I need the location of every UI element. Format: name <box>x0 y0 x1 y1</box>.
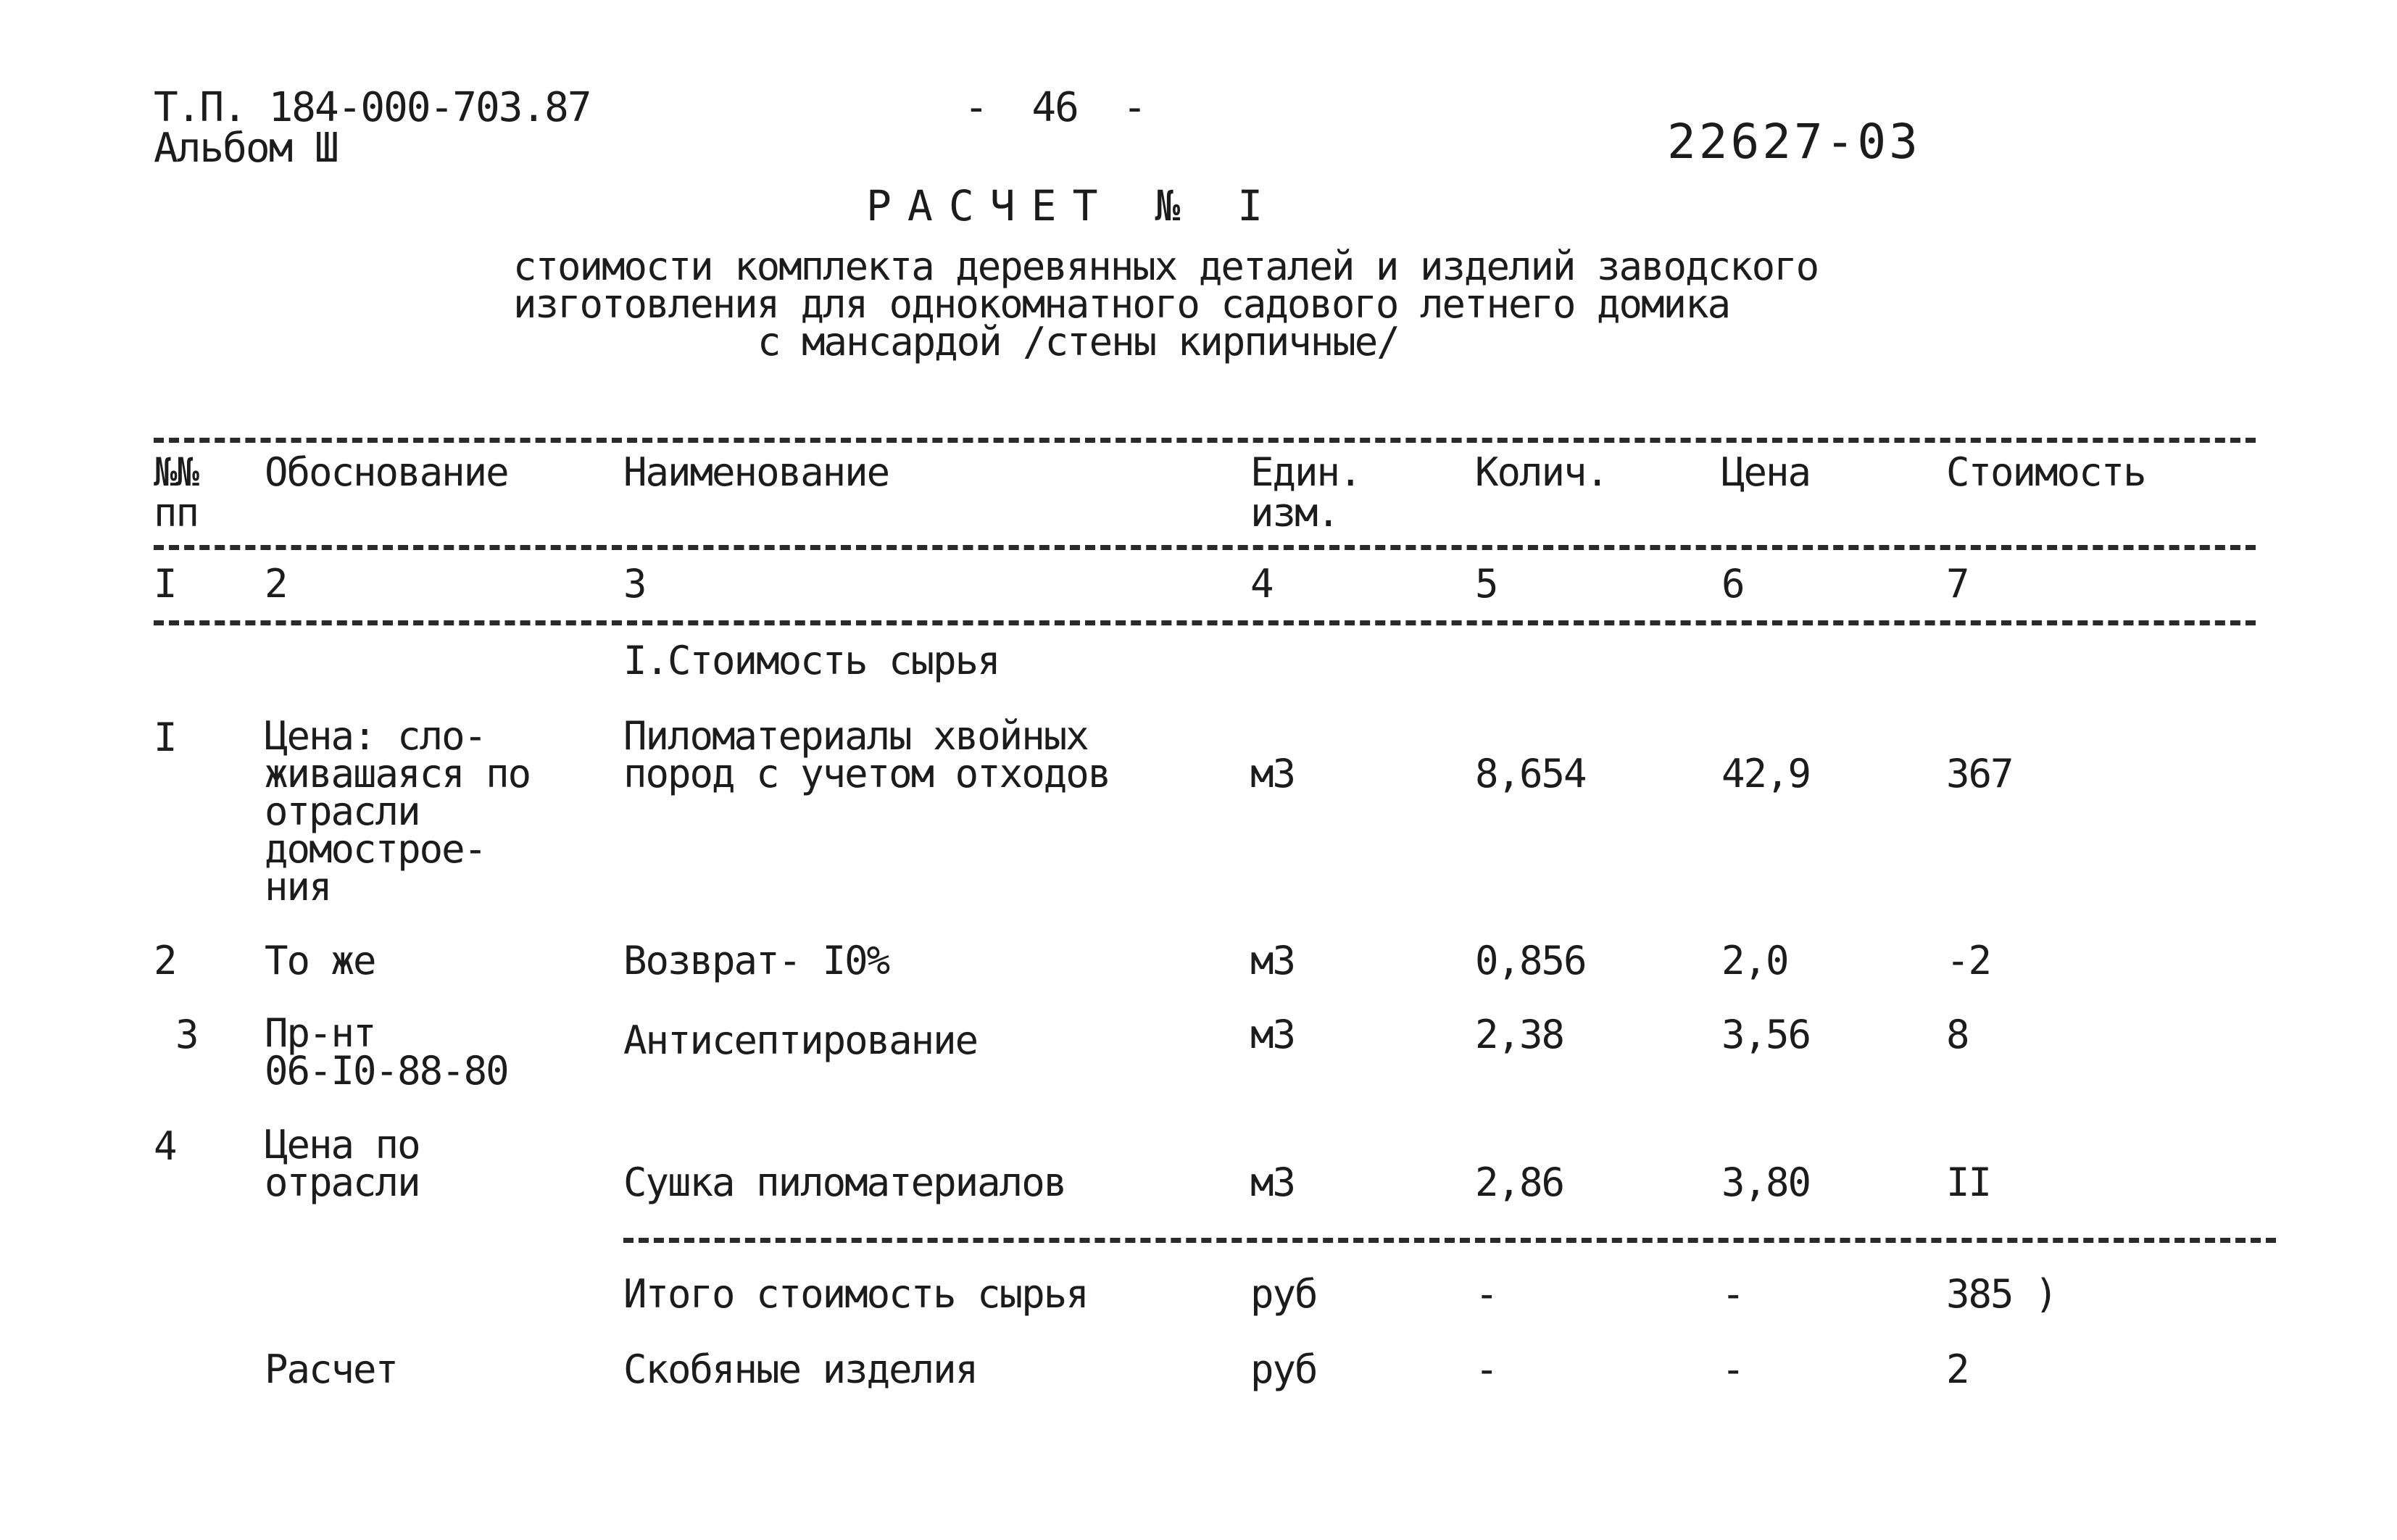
colnum-2: 2 <box>265 561 287 607</box>
document-title: РАСЧЕТ № I <box>866 181 1279 230</box>
colnum-5: 5 <box>1475 561 1497 607</box>
header-bottom-rule <box>154 545 2256 550</box>
extra-qty: - <box>1475 1347 1497 1392</box>
header-cost: Стоимость <box>1946 449 2145 495</box>
row-4-basis: Цена по отрасли <box>265 1122 420 1205</box>
row-1-basis: Цена: сло- живашаяся по отрасли домострое- ния <box>265 713 531 910</box>
extra-name: Скобяные изделия <box>623 1347 978 1392</box>
extra-cost: 2 <box>1946 1347 1969 1392</box>
row-1-num: I <box>154 715 176 760</box>
row-4-qty: 2,86 <box>1475 1160 1564 1205</box>
extra-price: - <box>1721 1347 1744 1392</box>
row-1-qty: 8,654 <box>1475 751 1586 796</box>
header-price: Цена <box>1721 449 1811 495</box>
row-4-unit: м3 <box>1250 1160 1295 1205</box>
total-cost: 385 ) <box>1946 1271 2057 1317</box>
subtotal-rule <box>623 1238 2276 1243</box>
total-unit: руб <box>1250 1271 1317 1317</box>
row-4-num: 4 <box>154 1123 176 1169</box>
row-2-qty: 0,856 <box>1475 938 1586 983</box>
header-unit: Един. изм. <box>1250 449 1361 536</box>
row-3-qty: 2,38 <box>1475 1012 1564 1057</box>
extra-unit: руб <box>1250 1347 1317 1392</box>
row-3-name: Антисептирование <box>623 1017 978 1063</box>
row-1-price: 42,9 <box>1721 751 1811 796</box>
row-4-cost: II <box>1946 1160 1991 1205</box>
row-3-num: 3 <box>175 1012 198 1057</box>
header-name: Наименование <box>623 449 889 495</box>
table-top-rule <box>154 438 2256 443</box>
colnum-7: 7 <box>1946 561 1969 607</box>
header-qty: Колич. <box>1475 449 1608 495</box>
total-qty: - <box>1475 1271 1497 1317</box>
tp-code: Т.П. 184-000-703.87 <box>154 84 591 131</box>
row-3-unit: м3 <box>1250 1012 1295 1057</box>
colnum-4: 4 <box>1250 561 1273 607</box>
row-2-unit: м3 <box>1250 938 1295 983</box>
row-2-cost: -2 <box>1946 938 1991 983</box>
row-3-basis: Пр-нт 06-I0-88-80 <box>265 1010 508 1094</box>
total-name: Итого стоимость сырья <box>623 1271 1088 1317</box>
row-2-price: 2,0 <box>1721 938 1788 983</box>
column-numbers-rule <box>154 620 2256 625</box>
row-3-price: 3,56 <box>1721 1012 1811 1057</box>
album-label: Альбом Ш <box>154 125 338 172</box>
total-price: - <box>1721 1271 1744 1317</box>
row-1-unit: м3 <box>1250 751 1295 796</box>
row-1-cost: 367 <box>1946 751 2013 796</box>
colnum-3: 3 <box>623 561 646 607</box>
extra-basis: Расчет <box>265 1347 398 1392</box>
stamp-number: 22627-03 <box>1667 114 1921 170</box>
subtitle-line-3: с мансардой /стены кирпичные/ <box>757 319 1399 365</box>
header-num: №№ пп <box>154 449 199 536</box>
subtitle-line-1: стоимости комплекта деревянных деталей и изделий заводского <box>513 244 1819 289</box>
colnum-6: 6 <box>1721 561 1744 607</box>
colnum-1: I <box>154 561 176 607</box>
row-2-basis: То же <box>265 938 375 983</box>
row-3-cost: 8 <box>1946 1012 1969 1057</box>
row-1-name: Пиломатериалы хвойных пород с учетом отходов <box>623 713 1110 796</box>
row-4-name: Сушка пиломатериалов <box>623 1160 1066 1205</box>
row-2-num: 2 <box>154 938 176 983</box>
header-basis: Обоснование <box>265 449 508 495</box>
subtitle-line-2: изготовления для однокомнатного садового летнего домика <box>513 281 1730 327</box>
page-number: - 46 - <box>964 84 1146 131</box>
row-2-name: Возврат- I0% <box>623 938 889 983</box>
section-title: I.Стоимость сырья <box>623 638 1000 683</box>
row-4-price: 3,80 <box>1721 1160 1811 1205</box>
